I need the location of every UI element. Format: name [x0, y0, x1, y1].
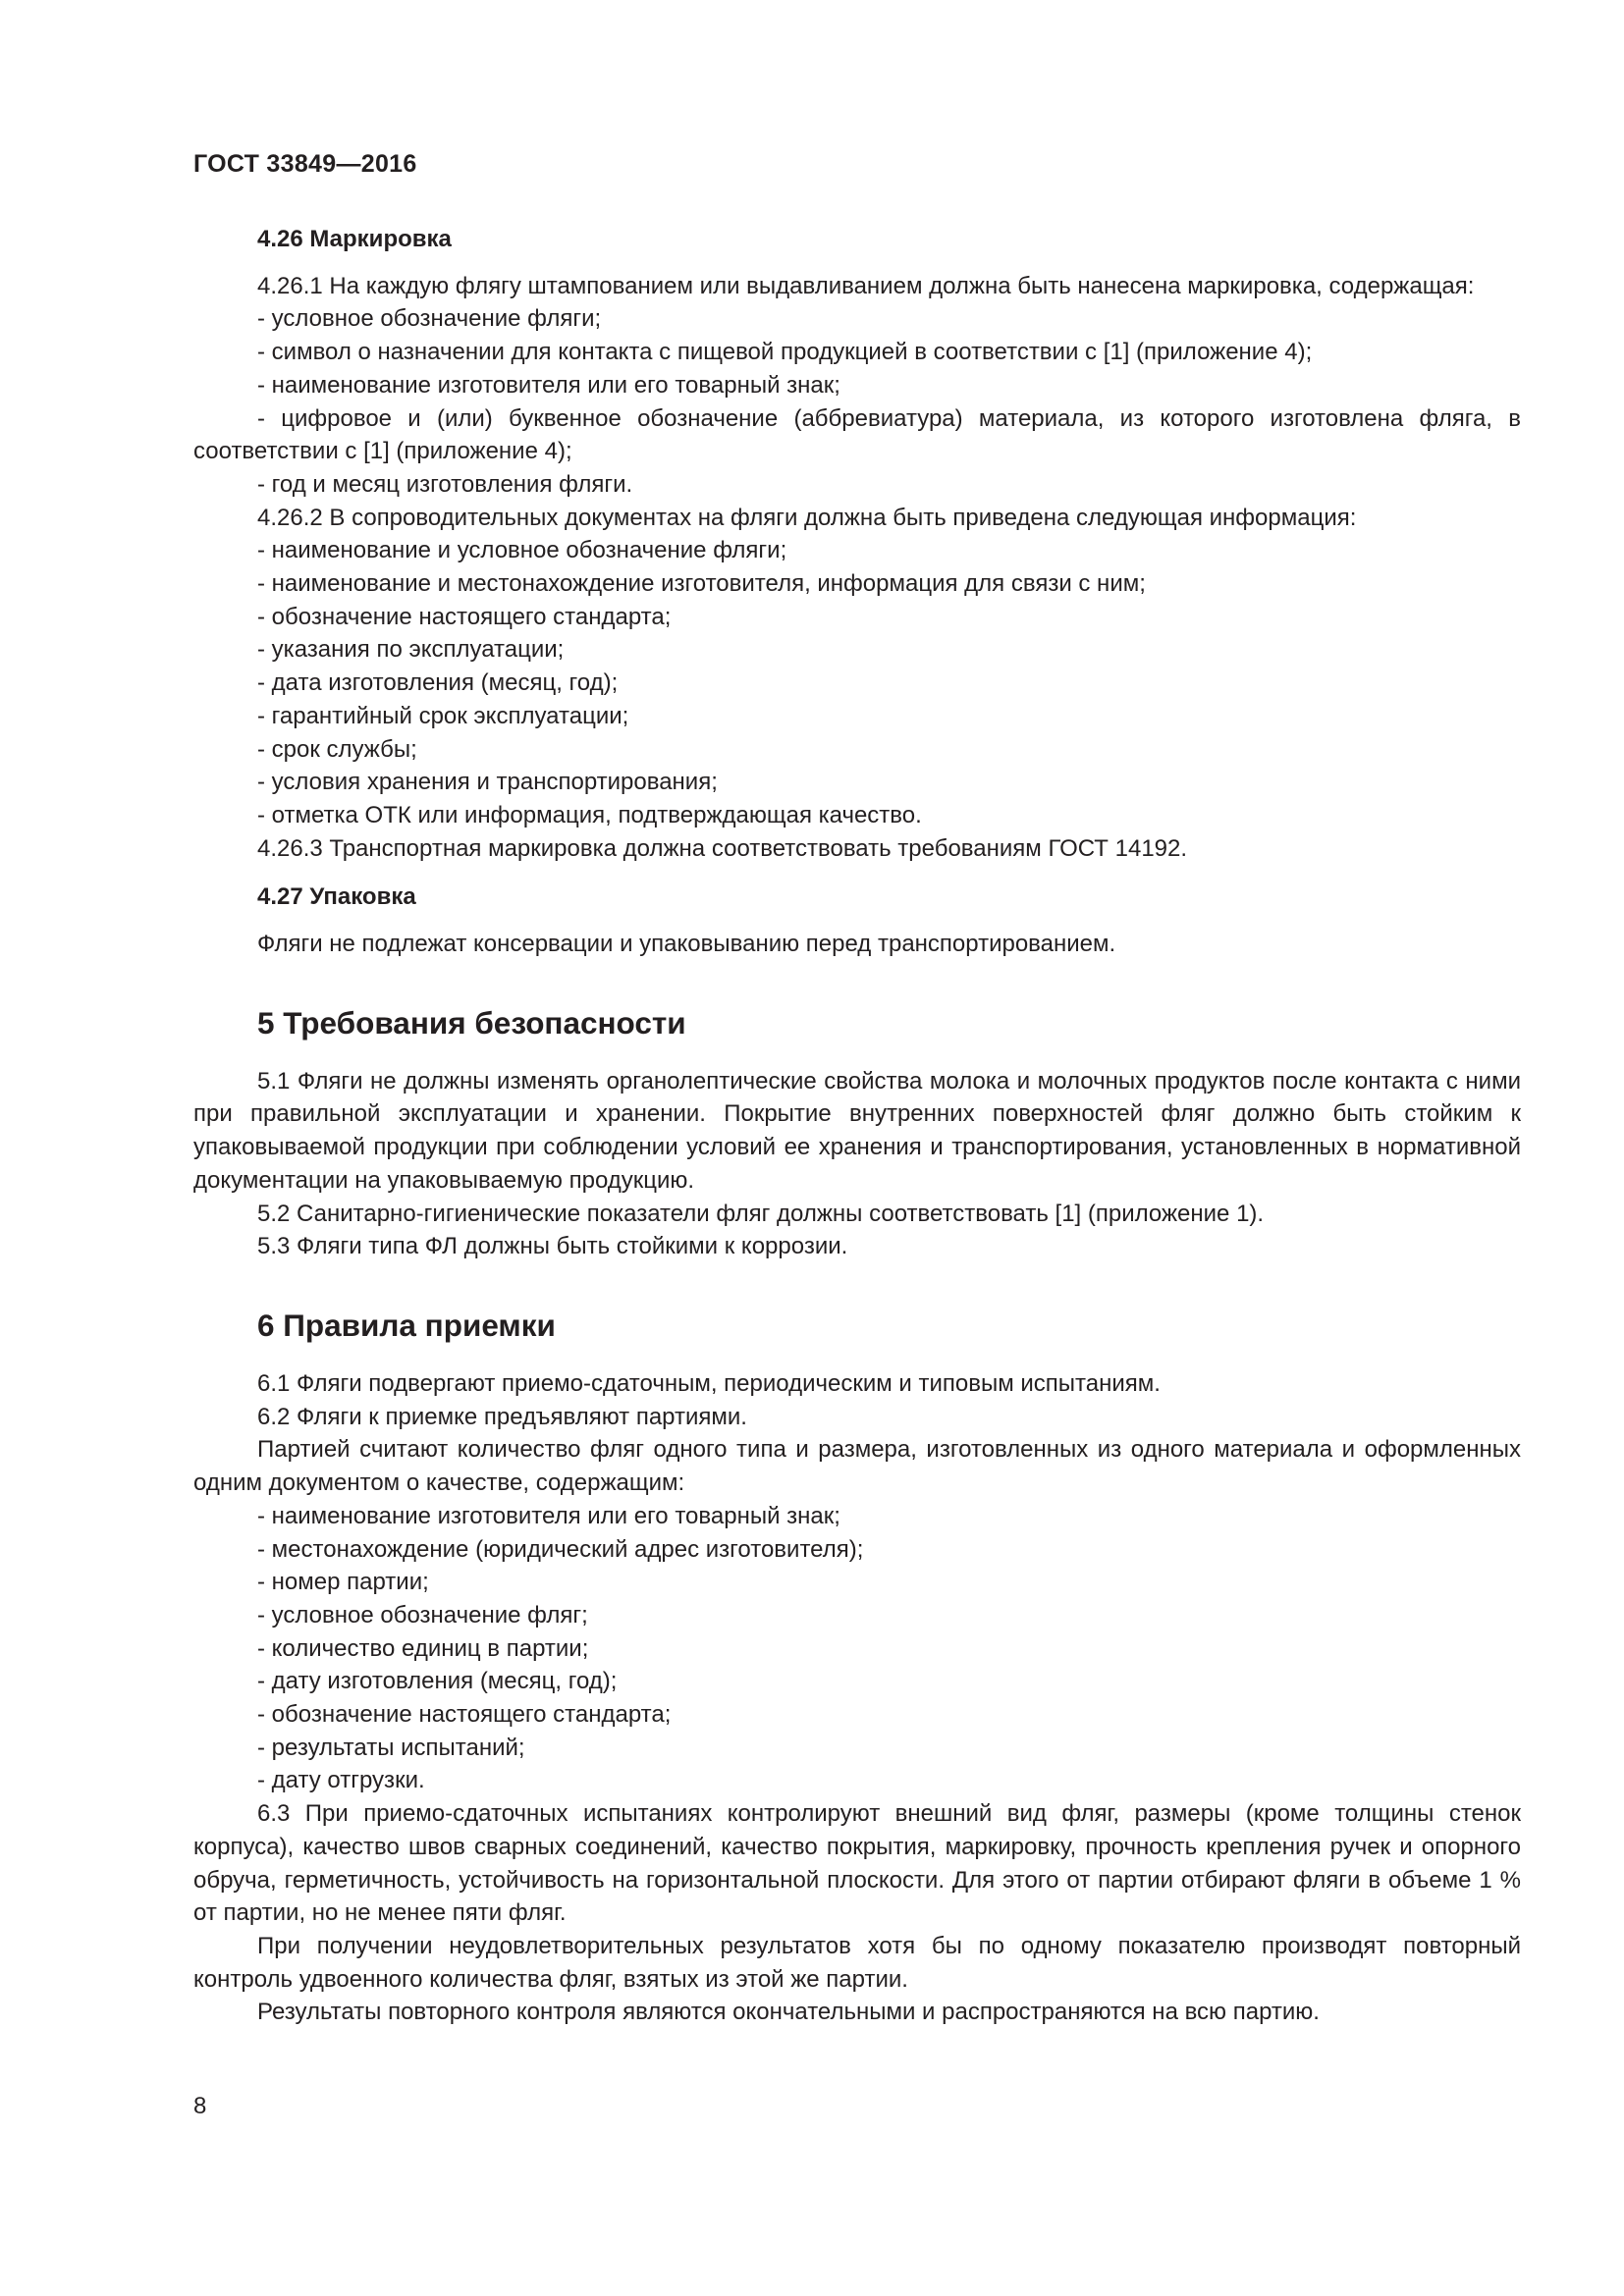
list-item: - наименование и местонахождение изготовителя, информация для связи с ним; — [257, 570, 1146, 598]
list-item: - цифровое и (или) буквенное обозначение (аббревиатура) материала, из которого изготовлена фляга, в соответствии с [1] (приложение 4); — [193, 404, 1521, 465]
list-item: - дату отгрузки. — [257, 1767, 425, 1794]
list-item: - обозначение настоящего стандарта; — [257, 1701, 672, 1729]
list-item: - условия хранения и транспортирования; — [257, 769, 718, 796]
list-item: - условное обозначение фляги; — [257, 305, 602, 333]
list-item: - дату изготовления (месяц, год); — [257, 1668, 618, 1695]
paragraph-6-3: 6.3 При приемо-сдаточных испытаниях контролируют внешний вид фляг, размеры (кроме толщины стенок корпуса), качество швов сварных соединений, качество покрытия, маркировку, прочность крепления ручек и опорного обруча, герметичность, устойчивость на горизонтальной плоскости. Для этого от партии отбирают фляги в объеме 1 % от партии, но не менее пяти фляг. — [193, 1800, 1521, 1927]
paragraph-6-3-final: Результаты повторного контроля являются окончательными и распространяются на всю партию. — [257, 1999, 1320, 2026]
paragraph-6-2-lot: Партией считают количество фляг одного типа и размера, изготовленных из одного материала и оформленных одним документом о качестве, содержащим: — [193, 1436, 1521, 1497]
list-item: - номер партии; — [257, 1569, 429, 1596]
paragraph-6-2: 6.2 Фляги к приемке предъявляют партиями. — [257, 1403, 747, 1430]
list-item: - местонахождение (юридический адрес изготовителя); — [257, 1535, 864, 1563]
list-item: - год и месяц изготовления фляги. — [257, 470, 633, 498]
list-item: - условное обозначение фляг; — [257, 1601, 588, 1629]
list-item: - количество единиц в партии; — [257, 1634, 589, 1662]
list-item: - наименование и условное обозначение фляги; — [257, 537, 787, 564]
paragraph-5-2: 5.2 Санитарно-гигиенические показатели фляг должны соответствовать [1] (приложение 1). — [257, 1200, 1265, 1227]
document-header: ГОСТ 33849—2016 — [193, 150, 417, 178]
section-heading-6: 6 Правила приемки — [257, 1307, 556, 1343]
list-item: - указания по эксплуатации; — [257, 636, 565, 664]
list-item: - обозначение настоящего стандарта; — [257, 603, 672, 630]
list-item: - результаты испытаний; — [257, 1734, 525, 1761]
subsection-heading-4-26: 4.26 Маркировка — [257, 226, 452, 252]
paragraph-4-26-1: 4.26.1 На каждую флягу штампованием или выдавливанием должна быть нанесена маркировка, содержащая: — [257, 272, 1475, 299]
list-item: - срок службы; — [257, 735, 417, 763]
list-item: - гарантийный срок эксплуатации; — [257, 702, 629, 729]
paragraph-5-3: 5.3 Фляги типа ФЛ должны быть стойкими к коррозии. — [257, 1233, 848, 1260]
paragraph-4-27: Фляги не подлежат консервации и упаковыванию перед транспортированием. — [257, 931, 1116, 958]
document-body — [193, 223, 1521, 2029]
paragraph-6-3-retest: При получении неудовлетворительных результатов хотя бы по одному показателю производят повторный контроль удвоенного количества фляг, взятых из этой же партии. — [193, 1932, 1521, 1993]
page-number: 8 — [193, 2093, 207, 2119]
list-item: - дата изготовления (месяц, год); — [257, 669, 619, 697]
section-heading-5: 5 Требования безопасности — [257, 1004, 686, 1041]
paragraph-5-1: 5.1 Фляги не должны изменять органолептические свойства молока и молочных продуктов после контакта с ними при правильной эксплуатации и хранении. Покрытие внутренних поверхностей фляг должно быть стойким к упаковываемой продукции при соблюдении условий ее хранения и транспортирования, установленных в нормативной документации на упаковываемую продукцию. — [193, 1067, 1521, 1194]
list-item: - наименование изготовителя или его товарный знак; — [257, 371, 840, 399]
paragraph-4-26-3: 4.26.3 Транспортная маркировка должна соответствовать требованиям ГОСТ 14192. — [257, 834, 1188, 862]
list-item: - отметка ОТК или информация, подтверждающая качество. — [257, 801, 922, 828]
subsection-heading-4-27: 4.27 Упаковка — [257, 883, 416, 911]
list-item: - символ о назначении для контакта с пищевой продукцией в соответствии с [1] (приложение 4); — [257, 339, 1313, 366]
list-item: - наименование изготовителя или его товарный знак; — [257, 1502, 840, 1529]
paragraph-6-1: 6.1 Фляги подвергают приемо-сдаточным, периодическим и типовым испытаниям. — [257, 1369, 1161, 1397]
paragraph-4-26-2: 4.26.2 В сопроводительных документах на фляги должна быть приведена следующая информация: — [257, 504, 1357, 531]
